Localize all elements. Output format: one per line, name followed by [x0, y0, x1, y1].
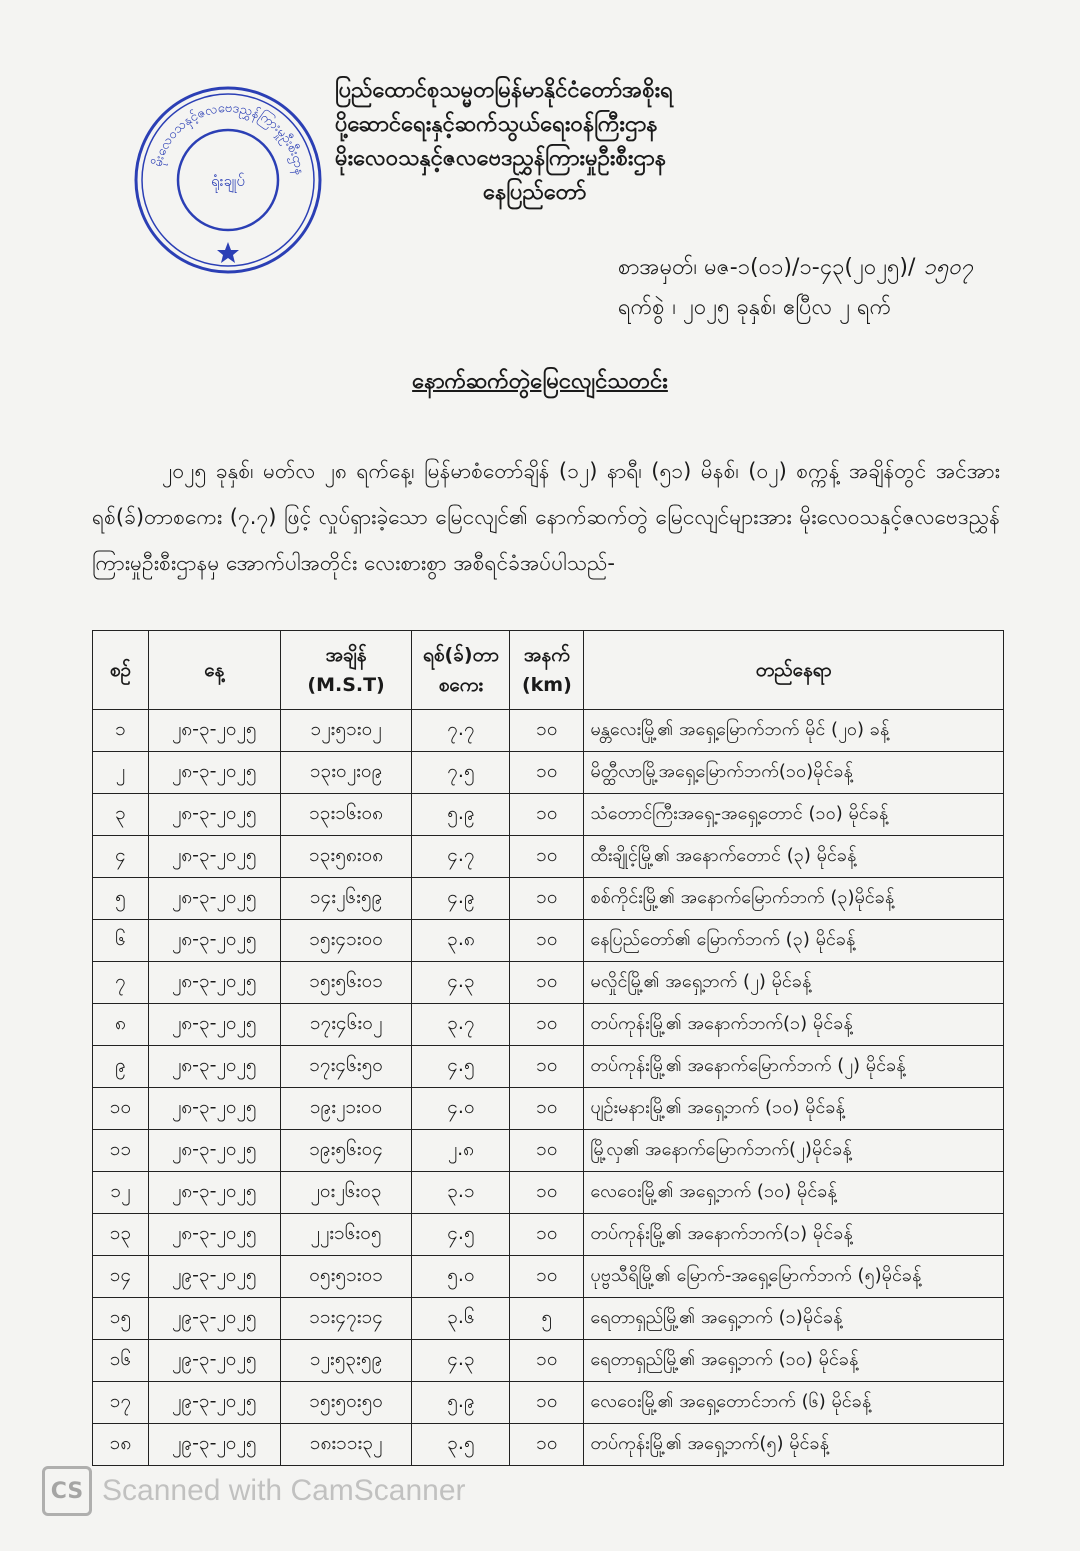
- seal-star-icon: [217, 242, 239, 263]
- cell-magnitude: ၃.၆: [412, 1298, 510, 1340]
- cell-time: ၁၉း၂၁း၀၀: [280, 1088, 412, 1130]
- cell-location: နေပြည်တော်၏ မြောက်ဘက် (၃) မိုင်ခန့်: [584, 920, 1004, 962]
- header-time: အချိန် (M.S.T): [280, 631, 412, 710]
- cell-time: ၁၈း၁၁း၃၂: [280, 1424, 412, 1466]
- cell-location: ရေတာရှည်မြို့၏ အရှေ့ဘက် (၁)မိုင်ခန့်: [584, 1298, 1004, 1340]
- cell-no: ၁၃: [93, 1214, 149, 1256]
- seal-center-text: ရုံးချုပ်: [211, 172, 245, 190]
- table-row: [93, 710, 1004, 752]
- reference-date-row: [618, 288, 973, 328]
- cell-time: ၂၂း၁၆း၀၅: [280, 1214, 412, 1256]
- department-seal: [128, 80, 328, 280]
- cell-time: ၁၇း၄၆း၅၀: [280, 1046, 412, 1088]
- cell-magnitude: ၅.၉: [412, 1382, 510, 1424]
- cell-no: ၂: [93, 752, 149, 794]
- cell-magnitude: ၇.၇: [412, 710, 510, 752]
- cell-no: ၄: [93, 836, 149, 878]
- reference-number-row: [618, 248, 973, 288]
- cell-depth: ၁၀: [510, 1424, 584, 1466]
- cell-depth: ၁၀: [510, 1130, 584, 1172]
- cell-location: ပျဉ်းမနားမြို့၏ အရှေ့ဘက် (၁၀) မိုင်ခန့်: [584, 1088, 1004, 1130]
- cell-no: ၁၅: [93, 1298, 149, 1340]
- cell-date: ၂၈-၃-၂၀၂၅: [148, 752, 280, 794]
- cell-date: ၂၈-၃-၂၀၂၅: [148, 1130, 280, 1172]
- header-ministry: ပို့ဆောင်ရေးနှင့်ဆက်သွယ်ရေးဝန်ကြီးဌာန: [335, 112, 658, 137]
- camscanner-logo-icon: CS: [42, 1466, 92, 1516]
- reference-block: [618, 248, 973, 328]
- cell-time: ၁၅း၅၆း၀၁: [280, 962, 412, 1004]
- cell-location: တပ်ကုန်းမြို့၏ အရှေ့ဘက်(၅) မိုင်ခန့်: [584, 1424, 1004, 1466]
- header-government: ပြည်ထောင်စုသမ္မတမြန်မာနိုင်ငံတော်အစိုးရ: [335, 78, 673, 103]
- svg-text:မိုးလေဝသနှင့်ဇလဗေဒညွှန်ကြားမှု: [149, 101, 306, 177]
- header-date: နေ့: [148, 631, 280, 710]
- table-row: [93, 920, 1004, 962]
- cell-no: ၁၀: [93, 1088, 149, 1130]
- cell-location: တပ်ကုန်းမြို့၏ အနောက်ဘက်(၁) မိုင်ခန့်: [584, 1214, 1004, 1256]
- cell-magnitude: ၄.၃: [412, 962, 510, 1004]
- cell-depth: ၁၀: [510, 1004, 584, 1046]
- cell-date: ၂၉-၃-၂၀၂၅: [148, 1298, 280, 1340]
- reference-date-label: ရက်စွဲ: [618, 295, 665, 320]
- cell-location: ပုဗ္ဗသီရိမြို့၏ မြောက်-အရှေ့မြောက်ဘက် (၅)မိုင်ခန့်: [584, 1256, 1004, 1298]
- cell-time: ၂၀း၂၆း၀၃: [280, 1172, 412, 1214]
- cell-time: ၁၅း၅၀း၅၀: [280, 1382, 412, 1424]
- header-location: တည်နေရာ: [584, 631, 1004, 710]
- cell-date: ၂၈-၃-၂၀၂၅: [148, 1214, 280, 1256]
- cell-location: မြို့လှ၏ အနောက်မြောက်ဘက်(၂)မိုင်ခန့်: [584, 1130, 1004, 1172]
- table-row: [93, 878, 1004, 920]
- cell-magnitude: ၃.၅: [412, 1424, 510, 1466]
- cell-location: ရေတာရှည်မြို့၏ အရှေ့ဘက် (၁၀) မိုင်ခန့်: [584, 1340, 1004, 1382]
- cell-depth: ၁၀: [510, 920, 584, 962]
- cell-time: ၁၃း၅၈း၀၈: [280, 836, 412, 878]
- cell-no: ၁၂: [93, 1172, 149, 1214]
- cell-date: ၂၉-၃-၂၀၂၅: [148, 1256, 280, 1298]
- table-row: [93, 1424, 1004, 1466]
- cell-location: တပ်ကုန်းမြို့၏ အနောက်မြောက်ဘက် (၂) မိုင်ခန့်: [584, 1046, 1004, 1088]
- cell-depth: ၁၀: [510, 1256, 584, 1298]
- cell-magnitude: ၄.၇: [412, 836, 510, 878]
- document-title: နောက်ဆက်တွဲမြေငလျင်သတင်း: [412, 369, 668, 394]
- cell-depth: ၁၀: [510, 836, 584, 878]
- cell-location: မလှိုင်မြို့၏ အရှေ့ဘက် (၂) မိုင်ခန့်: [584, 962, 1004, 1004]
- cell-location: လေဝေးမြို့၏ အရှေ့ဘက် (၁၀) မိုင်ခန့်: [584, 1172, 1004, 1214]
- cell-location: မန္တလေးမြို့၏ အရှေ့မြောက်ဘက် မိုင် (၂၀) ခန့်: [584, 710, 1004, 752]
- cell-magnitude: ၃.၈: [412, 920, 510, 962]
- table-row: [93, 1172, 1004, 1214]
- reference-number-label: စာအမှတ်၊ မဇ-၁(၀၁)/၁-၄၃(၂၀၂၅)/: [618, 255, 916, 280]
- table-row: [93, 1382, 1004, 1424]
- seal-graphic: [128, 80, 328, 280]
- cell-depth: ၁၀: [510, 710, 584, 752]
- cell-depth: ၁၀: [510, 1382, 584, 1424]
- table-row: [93, 1130, 1004, 1172]
- table-row: [93, 794, 1004, 836]
- cell-no: ၁၁: [93, 1130, 149, 1172]
- header-city: နေပြည်တော်: [483, 180, 587, 205]
- cell-magnitude: ၂.၈: [412, 1130, 510, 1172]
- cell-location: ထီးချိုင့်မြို့၏ အနောက်တောင် (၃) မိုင်ခန့်: [584, 836, 1004, 878]
- cell-time: ၁၇း၄၆း၀၂: [280, 1004, 412, 1046]
- cell-depth: ၁၀: [510, 1214, 584, 1256]
- cell-location: သံတောင်ကြီးအရှေ့-အရှေ့တောင် (၁၀) မိုင်ခန့်: [584, 794, 1004, 836]
- table-header-row: [93, 631, 1004, 710]
- cell-date: ၂၈-၃-၂၀၂၅: [148, 1046, 280, 1088]
- cell-magnitude: ၄.၅: [412, 1214, 510, 1256]
- cell-depth: ၁၀: [510, 794, 584, 836]
- aftershock-table: [92, 630, 1004, 1466]
- table-row: [93, 962, 1004, 1004]
- cell-date: ၂၈-၃-၂၀၂၅: [148, 710, 280, 752]
- cell-time: ၁၁း၄၇း၁၄: [280, 1298, 412, 1340]
- cell-magnitude: ၄.၉: [412, 878, 510, 920]
- cell-magnitude: ၄.၅: [412, 1046, 510, 1088]
- cell-date: ၂၈-၃-၂၀၂၅: [148, 962, 280, 1004]
- cell-location: လေဝေးမြို့၏ အရှေ့တောင်ဘက် (၆) မိုင်ခန့်: [584, 1382, 1004, 1424]
- cell-date: ၂၉-၃-၂၀၂၅: [148, 1340, 280, 1382]
- intro-paragraph: ၂၀၂၅ ခုနှစ်၊ မတ်လ ၂၈ ရက်နေ့၊ မြန်မာစံတော်ချိန် (၁၂) နာရီ၊ (၅၁) မိနစ်၊ (၀၂) စက္ကန့် အချိန်တွင် အင်အားရစ်(ခ်)တာစကေး (၇.၇) ဖြင့် လှုပ်ရှားခဲ့သော မြေငလျင်၏ နောက်ဆက်တွဲ မြေငလျင်များအား မိုးလေဝသနှင့်ဇလဗေဒညွှန်ကြားမှုဦးစီးဌာနမှ အောက်ပါအတိုင်း လေးစားစွာ အစီရင်ခံအပ်ပါသည်-: [92, 459, 1000, 575]
- cell-magnitude: ၄.၀: [412, 1088, 510, 1130]
- cell-no: ၆: [93, 920, 149, 962]
- cell-date: ၂၉-၃-၂၀၂၅: [148, 1424, 280, 1466]
- cell-depth: ၁၀: [510, 878, 584, 920]
- cell-time: ၁၂း၅၃း၅၉: [280, 1340, 412, 1382]
- cell-no: ၅: [93, 878, 149, 920]
- table-row: [93, 1256, 1004, 1298]
- cell-location: မိတ္ထီလာမြို့အရှေ့မြောက်ဘက်(၁၀)မိုင်ခန့်: [584, 752, 1004, 794]
- cell-date: ၂၈-၃-၂၀၂၅: [148, 878, 280, 920]
- cell-date: ၂၈-၃-၂၀၂၅: [148, 836, 280, 878]
- cell-no: ၁၈: [93, 1424, 149, 1466]
- cell-date: ၂၉-၃-၂၀၂၅: [148, 1382, 280, 1424]
- header-magnitude: ရစ်(ခ်)တာ စကေး: [412, 631, 510, 710]
- reference-number-handwritten: ၁၅၀၇: [923, 255, 973, 280]
- cell-time: ၁၃း၀၂း၀၉: [280, 752, 412, 794]
- cell-time: ၁၉း၅၆း၀၄: [280, 1130, 412, 1172]
- table-row: [93, 1046, 1004, 1088]
- cell-time: ၁၂း၅၁း၀၂: [280, 710, 412, 752]
- cell-depth: ၁၀: [510, 1088, 584, 1130]
- cell-no: ၁၇: [93, 1382, 149, 1424]
- cell-date: ၂၈-၃-၂၀၂၅: [148, 1172, 280, 1214]
- table-row: [93, 1298, 1004, 1340]
- cell-magnitude: ၄.၃: [412, 1340, 510, 1382]
- table-row: [93, 836, 1004, 878]
- cell-depth: ၁၀: [510, 1340, 584, 1382]
- cell-no: ၇: [93, 962, 149, 1004]
- cell-date: ၂၈-၃-၂၀၂၅: [148, 920, 280, 962]
- cell-depth: ၁၀: [510, 962, 584, 1004]
- cell-magnitude: ၃.၁: [412, 1172, 510, 1214]
- cell-time: ၀၅း၅၁း၀၁: [280, 1256, 412, 1298]
- header-depth: အနက် (km): [510, 631, 584, 710]
- cell-no: ၁၆: [93, 1340, 149, 1382]
- cell-depth: ၁၀: [510, 752, 584, 794]
- cell-depth: ၅: [510, 1298, 584, 1340]
- letterhead: [335, 74, 795, 210]
- header-department: မိုးလေဝသနှင့်ဇလဗေဒညွှန်ကြားမှုဦးစီးဌာန: [335, 146, 667, 171]
- table-row: [93, 1004, 1004, 1046]
- header-no: စဉ်: [93, 631, 149, 710]
- cell-date: ၂၈-၃-၂၀၂၅: [148, 794, 280, 836]
- cell-location: တပ်ကုန်းမြို့၏ အနောက်ဘက်(၁) မိုင်ခန့်: [584, 1004, 1004, 1046]
- cell-time: ၁၅း၄၁း၀၀: [280, 920, 412, 962]
- cell-no: ၁၄: [93, 1256, 149, 1298]
- cell-magnitude: ၅.၉: [412, 794, 510, 836]
- cell-location: စစ်ကိုင်းမြို့၏ အနောက်မြောက်ဘက် (၃)မိုင်ခန့်: [584, 878, 1004, 920]
- cell-magnitude: ၇.၅: [412, 752, 510, 794]
- table-body: [93, 710, 1004, 1466]
- cell-time: ၁၄း၂၆း၅၉: [280, 878, 412, 920]
- cell-no: ၉: [93, 1046, 149, 1088]
- camscanner-watermark: [42, 1466, 466, 1516]
- cell-depth: ၁၀: [510, 1172, 584, 1214]
- table-row: [93, 1340, 1004, 1382]
- cell-depth: ၁၀: [510, 1046, 584, 1088]
- cell-magnitude: ၃.၇: [412, 1004, 510, 1046]
- cell-time: ၁၃း၁၆း၀၈: [280, 794, 412, 836]
- cell-no: ၃: [93, 794, 149, 836]
- table-row: [93, 1214, 1004, 1256]
- cell-magnitude: ၅.၀: [412, 1256, 510, 1298]
- cell-date: ၂၈-၃-၂၀၂၅: [148, 1004, 280, 1046]
- reference-date-value: ၊ ၂၀၂၅ ခုနှစ်၊ ဧပြီလ ၂ ရက်: [672, 295, 892, 320]
- watermark-text: Scanned with CamScanner: [102, 1474, 466, 1507]
- table-row: [93, 1088, 1004, 1130]
- cell-date: ၂၈-၃-၂၀၂၅: [148, 1088, 280, 1130]
- cell-no: ၈: [93, 1004, 149, 1046]
- table-row: [93, 752, 1004, 794]
- seal-ring-text: မိုးလေဝသနှင့်ဇလဗေဒညွှန်ကြားမှုဦးစီးဌာန: [150, 100, 307, 176]
- cell-no: ၁: [93, 710, 149, 752]
